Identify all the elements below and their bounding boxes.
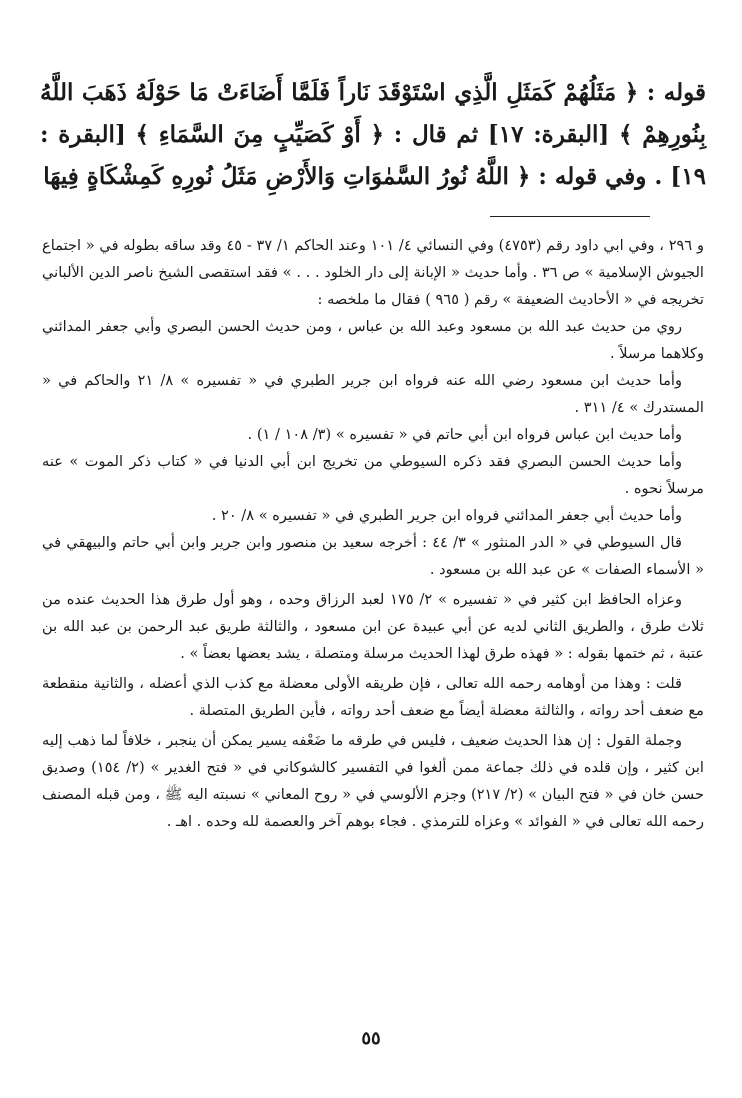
footnote-paragraph: قال السيوطي في « الدر المنثور » ٣/ ٤٤ : أخرجه سعيد بن منصور وابن جرير وابن أبي حاتم والبيهقي في « الأسماء الصفات » عن عبد الله بن مسعود . [42, 534, 704, 578]
footnote-separator [490, 216, 650, 217]
footnote-paragraph: وأما حديث ابن مسعود رضي الله عنه فرواه ابن جرير الطبري في « تفسيره » ٨/ ٢١ والحاكم في « المستدرك » ٤/ ٣١١ . [42, 372, 704, 416]
footnotes-block [42, 232, 704, 835]
footnote-paragraph: وأما حديث ابن عباس فرواه ابن أبي حاتم في « تفسيره » (٣/ ١٠٨ / ١) . [247, 426, 682, 443]
main-paragraph: قوله : ﴿ مَثَلُهُمْ كَمَثَلِ الَّذِي اسْتَوْقَدَ نَاراً فَلَمَّا أَضَاءَتْ مَا حَوْلَهُ ذَهَبَ اللَّهُ بِنُورِهِمْ ﴾ [البقرة: ١٧] ثم قال : ﴿ أَوْ كَصَيِّبٍ مِنَ السَّمَاءِ ﴾ [البقرة : ١٩] . وفي قوله : ﴿ اللَّهُ نُورُ السَّمٰوَاتِ وَالأَرْضِ مَثَلُ نُورِهِ كَمِشْكَاةٍ فِيهَا [40, 79, 706, 190]
footnote-paragraph: قلت : وهذا من أوهامه رحمه الله تعالى ، فإن طريقه الأولى معضلة مع كذب الذي أعضله ، والثانية منقطعة مع ضعف أحد رواته ، والثالثة معضلة أيضاً مع ضعف أحد رواته ، فأين الطريق المتصلة . [42, 675, 704, 719]
page-number: ٥٥ [361, 1028, 381, 1049]
footnote-paragraph: وأما حديث الحسن البصري فقد ذكره السيوطي من تخريج ابن أبي الدنيا في « كتاب ذكر الموت » عنه مرسلاً نحوه . [42, 453, 704, 497]
footnote-paragraph: و ٢٩٦ ، وفي ابي داود رقم (٤٧٥٣) وفي النسائي ٤/ ١٠١ وعند الحاكم ١/ ٣٧ - ٤٥ وقد ساقه بطوله في « اجتماع الجيوش الإسلامية » ص ٣٦ . وأما حديث « الإبانة إلى دار الخلود . . . » فقد استقصى الشيخ ناصر الدين الألباني تخريجه في « الأحاديث الضعيفة » رقم ( ٩٦٥ ) فقال ما ملخصه : [42, 237, 704, 308]
footnote-paragraph: وأما حديث أبي جعفر المدائني فرواه ابن جرير الطبري في « تفسيره » ٨/ ٢٠ . [211, 507, 682, 524]
footnote-paragraph: روي من حديث عبد الله بن مسعود وعبد الله بن عباس ، ومن حديث الحسن البصري وأبي جعفر المدائني وكلاهما مرسلاً . [42, 318, 704, 362]
main-text-block [40, 72, 706, 198]
footnote-paragraph: وجملة القول : إن هذا الحديث ضعيف ، فليس في طرقه ما ضَعْفه يسير يمكن أن ينجبر ، خلافاً لما ذهب إليه ابن كثير ، وإن قلده في ذلك جماعة ممن ألغوا في التفسير كالشوكاني في « فتح الغدير » (٢/ ١٥٤) وصديق حسن خان في « فتح البيان » (٢/ ٢١٧) وجزم الألوسي في « روح المعاني » نسبته اليه ﷺ ، ومن قبله المصنف رحمه الله تعالى في « الفوائد » وعزاه للترمذي . فجاء بوهم آخر والعصمة لله وحده . اهـ . [42, 732, 704, 830]
footnote-paragraph: وعزاه الحافظ ابن كثير في « تفسيره » ٢/ ١٧٥ لعبد الرزاق وحده ، وهو أول طرق هذا الحديث عنده من ثلاث طرق ، والطريق الثاني لديه عن أبي عبيدة عن ابن مسعود ، والثالثة طريق عبد الرحمن بن عبد الله بن عتبة ، ثم ختمها بقوله : « فهذه طرق لهذا الحديث مرسلة ومتصلة ، يشد بعضها بعضاً » . [42, 591, 704, 662]
